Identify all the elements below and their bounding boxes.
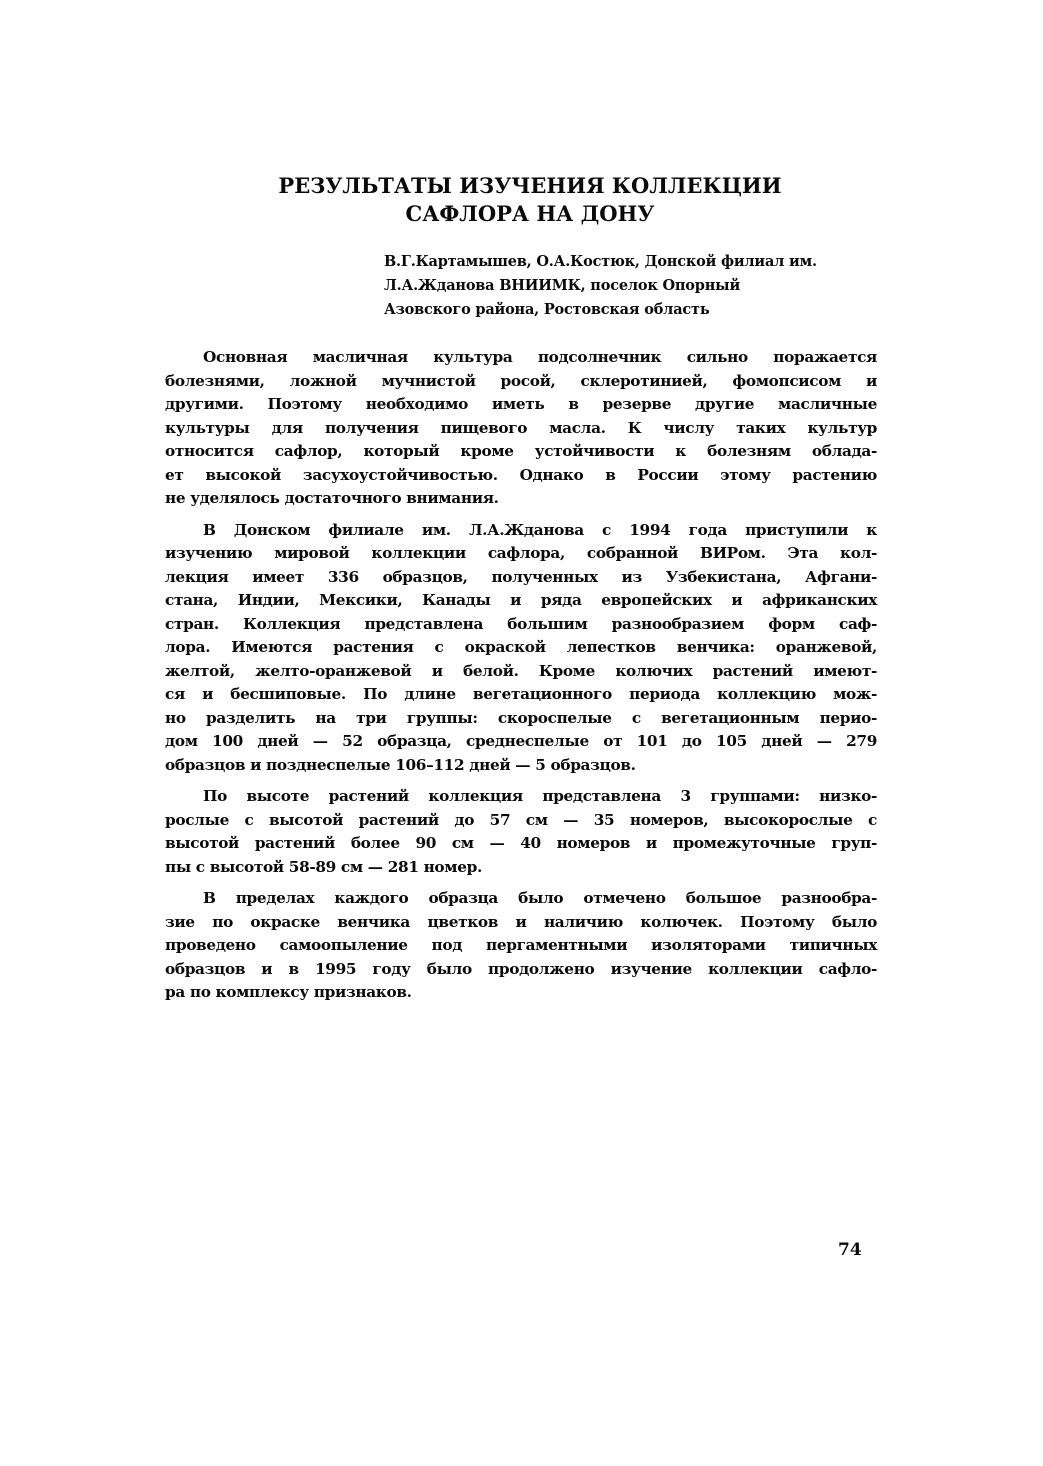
text-line: В Донском филиале им. Л.А.Жданова с 1994 года приступили к xyxy=(203,520,877,539)
text-line: не уделялось достаточного внимания. xyxy=(165,489,499,507)
text-line: проведено самоопыление под пергаментными изоляторами типичных xyxy=(165,936,877,954)
paragraph-2 xyxy=(165,519,877,778)
author-line-2: Л.А.Жданова ВНИИМК, поселок Опорный xyxy=(384,277,741,294)
paragraph-1 xyxy=(165,346,877,511)
text-line: относится сафлор, который кроме устойчивости к болезням облада- xyxy=(165,442,877,460)
text-line: другими. Поэтому необходимо иметь в резерве другие масличные xyxy=(165,395,877,413)
text-line: изучению мировой коллекции сафлора, собранной ВИРом. Эта кол- xyxy=(165,544,877,562)
text-line: ся и бесшиповые. По длине вегетационного периода коллекцию мож- xyxy=(165,685,877,703)
text-line: дом 100 дней — 52 образца, среднеспелые от 101 до 105 дней — 279 xyxy=(165,732,877,750)
article-title xyxy=(250,172,810,228)
text-line: зие по окраске венчика цветков и наличию колючек. Поэтому было xyxy=(165,912,877,931)
text-line: культуры для получения пищевого масла. К числу таких культур xyxy=(165,418,877,437)
article-body xyxy=(165,346,877,1013)
author-line-1: В.Г.Картамышев, О.А.Костюк, Донской филиал им. xyxy=(384,253,817,270)
text-line: высотой растений более 90 см — 40 номеров и промежуточные груп- xyxy=(165,834,877,852)
text-line: лекция имеет 336 образцов, полученных из Узбекистана, Афгани- xyxy=(165,567,877,586)
text-line: желтой, желто-оранжевой и белой. Кроме колючих растений имеют- xyxy=(165,661,877,680)
title-line-2: САФЛОРА НА ДОНУ xyxy=(405,201,655,226)
text-line: образцов и позднеспелые 106–112 дней — 5 образцов. xyxy=(165,755,636,774)
text-line: Основная масличная культура подсолнечник сильно поражается xyxy=(203,348,877,366)
text-line: лора. Имеются растения с окраской лепестков венчика: оранжевой, xyxy=(165,638,877,656)
paragraph-4 xyxy=(165,887,877,1005)
author-line-3: Азовского района, Ростовская область xyxy=(384,301,710,318)
author-affiliation xyxy=(384,250,884,322)
text-line: стана, Индии, Мексики, Канады и ряда европейских и африканских xyxy=(165,591,877,609)
text-line: болезнями, ложной мучнистой росой, склеротинией, фомопсисом и xyxy=(165,371,877,390)
text-line: пы с высотой 58-89 см — 281 номер. xyxy=(165,857,482,876)
text-line: стран. Коллекция представлена большим разнообразием форм саф- xyxy=(165,614,877,633)
text-line: образцов и в 1995 году было продолжено изучение коллекции сафло- xyxy=(165,959,877,978)
paragraph-3 xyxy=(165,785,877,879)
text-line: рослые с высотой растений до 57 см — 35 номеров, высокорослые с xyxy=(165,810,877,829)
text-line: ра по комплексу признаков. xyxy=(165,983,412,1001)
text-line: В пределах каждого образца было отмечено большое разнообра- xyxy=(203,889,877,907)
text-line: ет высокой засухоустойчивостью. Однако в России этому растению xyxy=(165,465,877,484)
text-line: По высоте растений коллекция представлена 3 группами: низко- xyxy=(203,787,877,805)
text-line: но разделить на три группы: скороспелые с вегетационным перио- xyxy=(165,708,877,727)
title-line-1: РЕЗУЛЬТАТЫ ИЗУЧЕНИЯ КОЛЛЕКЦИИ xyxy=(278,173,782,198)
page-number: 74 xyxy=(838,1240,862,1260)
